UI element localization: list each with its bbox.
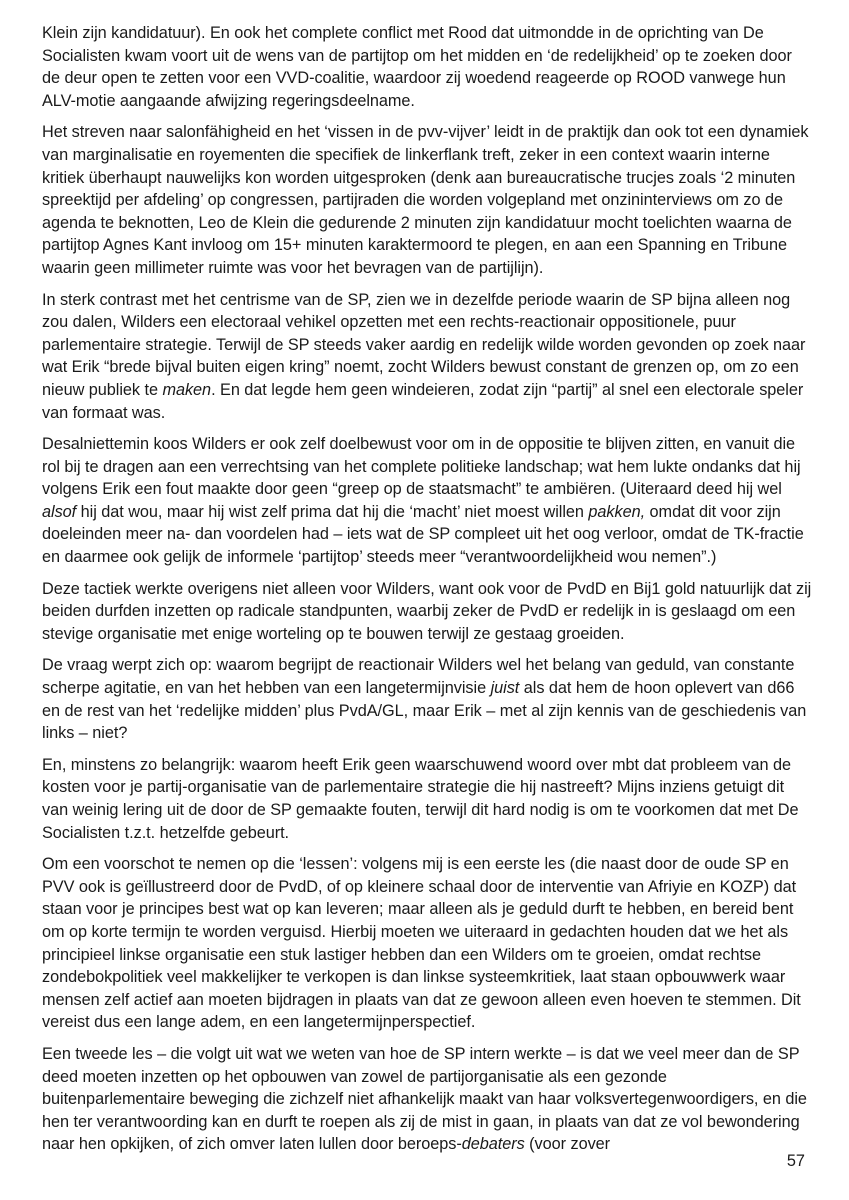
paragraph-8: Om een voorschot te nemen op die ‘lessen’: volgens mij is een eerste les (die naast door de oude SP en PVV ook is geïllustreerd door de PvdD, of op kleinere schaal door de interventie van Afriyie en KOZP) dat staan voor je principes best wat op kan leveren; maar alleen als je geduld durft te hebben, en bereid bent om op korte termijn te worden verguisd. Hierbij moeten we uiteraard in gedachten houden dat we het als principieel linkse organisatie een stuk lastiger hebben dan een Wilders om te groeien, omdat rechtse zondebokpolitiek veel makkelijker te verkopen is dan linkse systeemkritiek, laat staan opbouwwerk waar mensen zelf actief aan moeten bijdragen in plaats van dat ze gewoon alleen even hoeven te stemmen. Dit vereist dus een lange adem, en een langetermijnperspectief. [42, 855, 801, 1032]
paragraph-5: Deze tactiek werkte overigens niet alleen voor Wilders, want ook voor de PvdD en Bij1 gold natuurlijk dat zij beiden durfden inzetten op radicale standpunten, waarbij zeker de PvdD er redelijk in is geslaagd om een stevige organisatie met enige worteling op te bouwen terwijl ze gestaag groeiden. [42, 579, 812, 643]
paragraph-7: En, minstens zo belangrijk: waarom heeft Erik geen waarschuwend woord over mbt dat probleem van de kosten voor je partij-organisatie van de parlementaire strategie die hij nastreeft? Mijns inziens getuigt dit van weinig lering uit de door de SP gemaakte fouten, terwijl dit hard nodig is om te voorkomen dat met De Socialisten t.z.t. hetzelfde gebeurt. [42, 755, 799, 842]
paragraph-2: Het streven naar salonfähigheid en het ‘vissen in de pvv-vijver’ leidt in de praktijk dan ook tot een dynamiek van marginalisatie en royementen die specifiek de linkerflank treft, zeker in een context waarin interne kritiek überhaupt nauwelijks kon worden uitgesproken (denk aan bureaucratische trucjes zoals ‘2 minuten spreektijd per afdeling’ op congressen, partijraden die worden volgepland met onzininterviews om zo de agenda te beknotten, Leo de Klein die gedurende 2 minuten zijn kandidatuur mocht toelichten waarna de partijtop Agnes Kant invloog om 15+ minuten karaktermoord te plegen, en aan een Spanning en Tribune waarin geen millimeter ruimte was voor het bevragen van de partijlijn). [42, 123, 809, 277]
paragraph-3: In sterk contrast met het centrisme van de SP, zien we in dezelfde periode waarin de SP bijna alleen nog zou dalen, Wilders een electoraal vehikel opzetten met een rechts-reactionair oppositionele, puur parlementaire strategie. Terwijl de SP steeds vaker aardig en redelijk wilde worden gevonden op zoek naar wat Erik “brede bijval buiten eigen kring” noemt, zocht Wilders bewust constant de grenzen op, om zo een nieuw publiek te maken. En dat legde hem geen windeieren, zodat zijn “partij” al snel een electorale speler van formaat was. [42, 290, 806, 422]
paragraph-6: De vraag werpt zich op: waarom begrijpt de reactionair Wilders wel het belang van geduld, van constante scherpe agitatie, en van het hebben van een langetermijnvisie juist als dat hem de hoon oplevert van d66 en de rest van het ‘redelijke midden’ plus PvdA/GL, maar Erik – met al zijn kennis van de geschiedenis van links – niet? [42, 656, 807, 743]
page-number: 57 [786, 1152, 805, 1170]
emphasis-pakken: pakken, [588, 502, 646, 521]
emphasis-maken: maken [162, 380, 212, 399]
emphasis-alsof: alsof [42, 502, 77, 521]
paragraph-9: Een tweede les – die volgt uit wat we weten van hoe de SP intern werkte – is dat we veel meer dan de SP deed moeten inzetten op het opbouwen van zowel de partijorganisatie als een gezonde buitenparlementaire beweging die zichzelf niet afhankelijk maakt van haar volksvertegenwoordigers, en die hen ter verantwoording kan en durft te roepen als zij de mist in gaan, in plaats van dat ze vol bewondering naar hen opkijken, of zich omver laten lullen door beroeps-debaters (voor zover [42, 1044, 807, 1154]
emphasis-debaters: debaters [461, 1135, 525, 1154]
paragraph-4: Desalniettemin koos Wilders er ook zelf doelbewust voor om in de oppositie te blijven zitten, en vanuit die rol bij te dragen aan een verrechtsing van het complete politieke landschap; wat hem lukte ondanks dat hij volgens Erik een fout maakte door geen “greep op de staatsmacht” te ambiëren. (Uiteraard deed hij wel alsof hij dat wou, maar hij wist zelf prima dat hij die ‘macht’ niet moest willen pakken, omdat dit voor zijn doeleinden meer na- dan voordelen had – iets wat de SP compleet uit het oog verloor, omdat de TK-fractie en daarmee ook gelijk de informele ‘partijtop’ steeds meer “verantwoordelijkheid wou nemen”.) [42, 435, 804, 567]
document-page [42, 22, 814, 1165]
paragraph-1: Klein zijn kandidatuur). En ook het complete conflict met Rood dat uitmondde in de oprichting van De Socialisten kwam voort uit de wens van de partijtop om het midden en ‘de redelijkheid’ op te zoeken door de deur open te zetten voor een VVD-coalitie, waardoor zij woedend reageerde op ROOD vanwege hun ALV-motie aangaande afwijzing regeringsdeelname. [42, 24, 792, 110]
emphasis-juist: juist [490, 679, 520, 698]
